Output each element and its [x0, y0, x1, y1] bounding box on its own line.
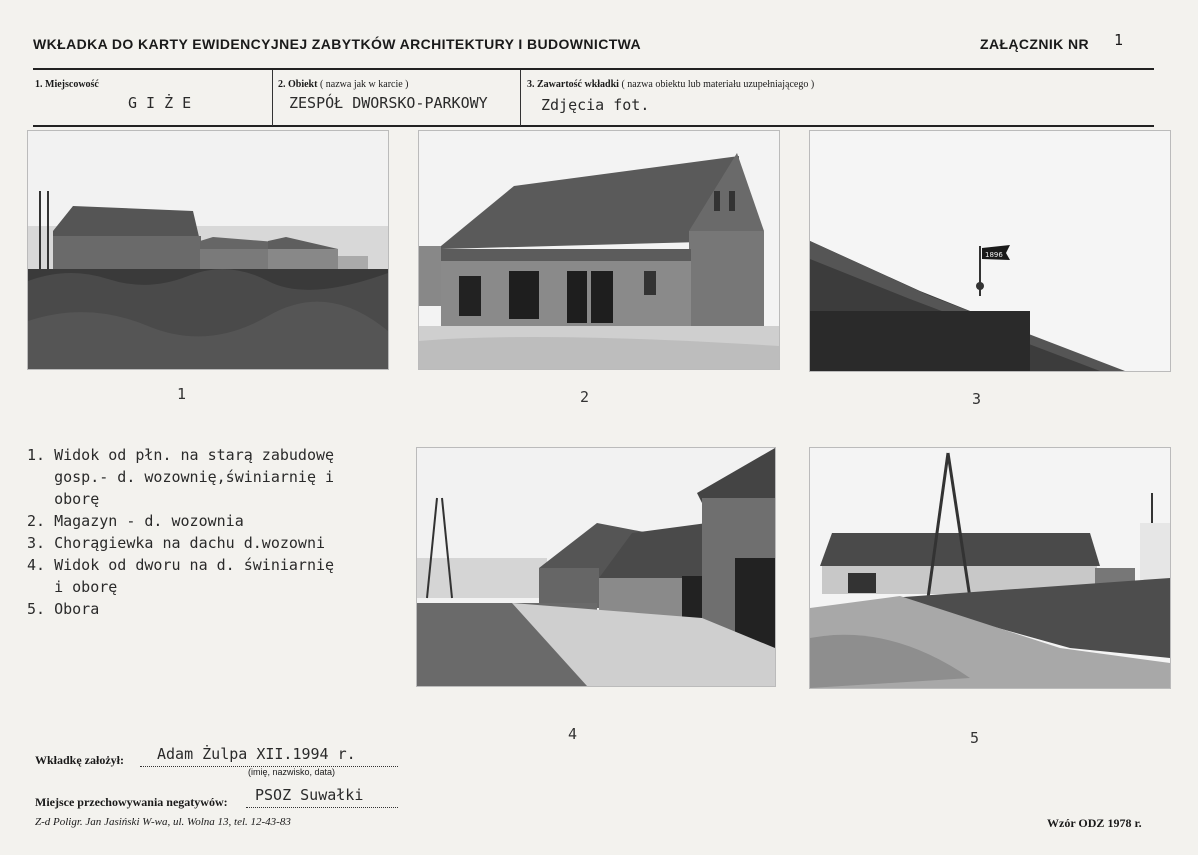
form-number: Wzór ODZ 1978 r. [1047, 816, 1142, 830]
caption-line: 4. Widok od dworu na d. świniarnię [27, 556, 335, 574]
photo-1-image [28, 131, 388, 369]
photo-4-number: 4 [568, 725, 578, 743]
printer-imprint: Z-d Poligr. Jan Jasiński W-wa, ul. Wolna 13, tel. 12-43-83 [35, 816, 291, 828]
photo-5 [809, 447, 1171, 689]
author-label: Wkładkę założył: [35, 753, 124, 767]
photo-2 [418, 130, 780, 370]
content-label [527, 79, 814, 90]
caption-line: gosp.- d. wozownię,świniarnię i [27, 468, 335, 486]
annex-label: ZAŁĄCZNIK NR [980, 36, 1090, 52]
caption-line: 5. Obora [27, 600, 100, 618]
field-divider-1 [272, 70, 273, 126]
photo-3-number: 3 [972, 390, 982, 408]
header-rule-bottom [33, 125, 1154, 127]
photo-4-image [417, 448, 775, 686]
photo-3-image [810, 131, 1170, 371]
content-label-text: 3. Zawartość wkładki [527, 79, 619, 90]
locality-label: 1. Miejscowość [35, 79, 99, 90]
annex-number: 1 [1114, 31, 1124, 49]
photo-4 [416, 447, 776, 687]
object-label [278, 79, 409, 90]
photo-2-image [419, 131, 779, 369]
locality-value: G I Ż E [128, 94, 192, 112]
photo-1 [27, 130, 389, 370]
storage-label: Miejsce przechowywania negatywów: [35, 795, 228, 809]
caption-line: i oborę [27, 578, 118, 596]
photo-1-number: 1 [177, 385, 187, 403]
content-value: Zdjęcia fot. [541, 96, 650, 114]
photo-3 [809, 130, 1171, 372]
content-label-hint: ( nazwa obiektu lub materiału uzupełniającego ) [621, 79, 815, 90]
author-hint: (imię, nazwisko, data) [248, 767, 336, 777]
photo-5-number: 5 [970, 729, 980, 747]
caption-line: 3. Chorągiewka na dachu d.wozowni [27, 534, 326, 552]
header-rule-top [33, 68, 1154, 70]
object-value: ZESPÓŁ DWORSKO-PARKOWY [289, 94, 488, 112]
caption-line: oborę [27, 490, 100, 508]
photo-2-number: 2 [580, 388, 590, 406]
caption-list [27, 444, 387, 620]
weathervane-date: 1896 [985, 251, 1003, 259]
author-value: Adam Żulpa XII.1994 r. [157, 745, 356, 763]
document-title: WKŁADKA DO KARTY EWIDENCYJNEJ ZABYTKÓW ARCHITEKTURY I BUDOWNICTWA [33, 36, 642, 52]
photo-5-image [810, 448, 1170, 688]
storage-value: PSOZ Suwałki [255, 786, 364, 804]
caption-line: 1. Widok od płn. na starą zabudowę [27, 446, 335, 464]
field-divider-2 [520, 70, 521, 126]
object-label-text: 2. Obiekt [278, 79, 318, 90]
object-label-hint: ( nazwa jak w karcie ) [319, 79, 409, 90]
caption-line: 2. Magazyn - d. wozownia [27, 512, 244, 530]
